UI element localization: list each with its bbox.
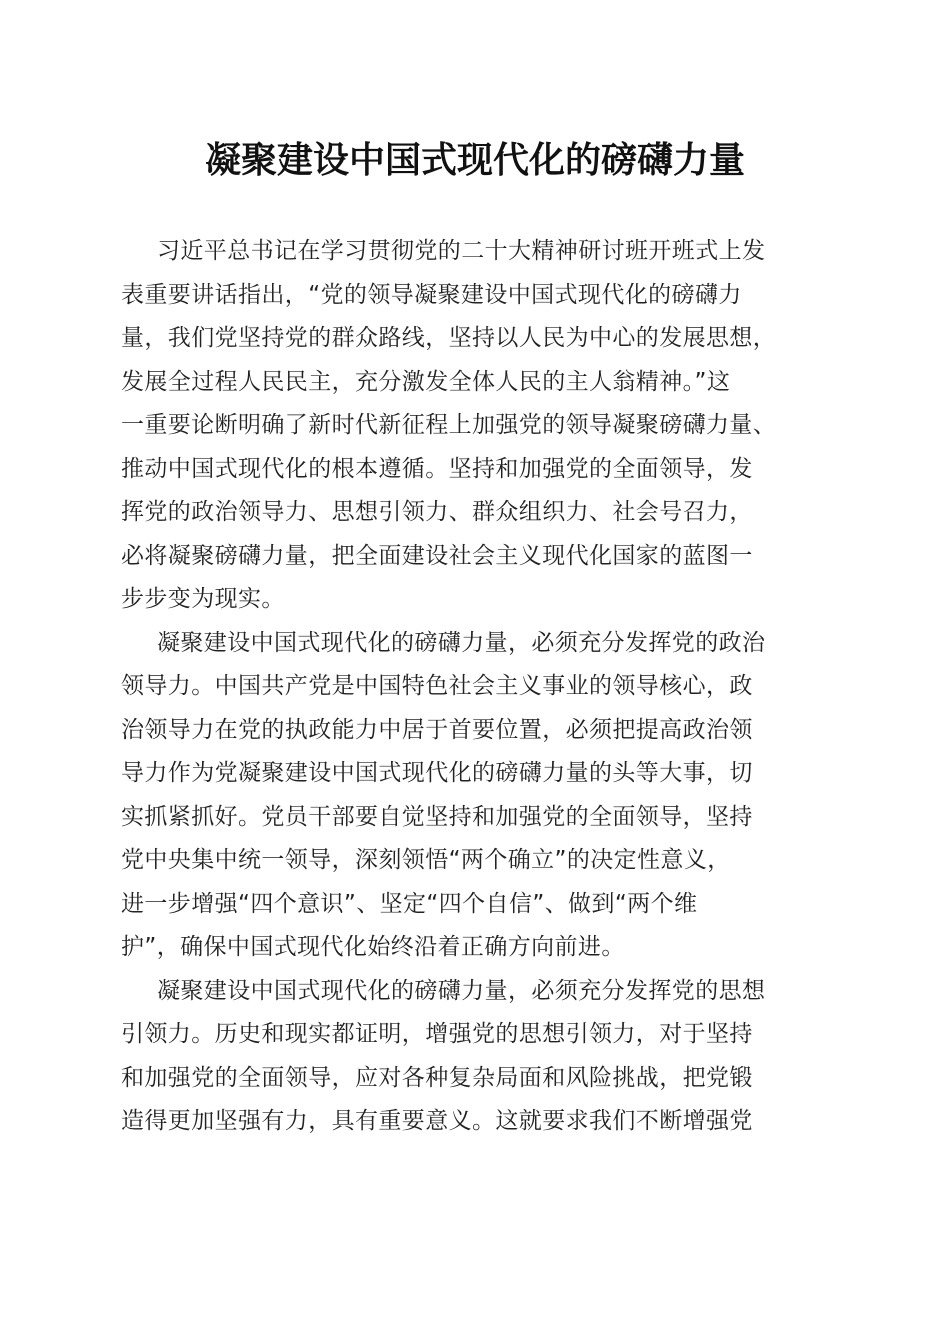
text-line: 导力作为党凝聚建设中国式现代化的磅礴力量的头等大事，切 (121, 760, 753, 786)
text-line: 必将凝聚磅礴力量，把全面建设社会主义现代化国家的蓝图一 (121, 542, 753, 569)
text-line: 实抓紧抓好。党员干部要自觉坚持和加强党的全面领导，坚持 (121, 803, 753, 830)
text-line: 步步变为现实。 (121, 586, 285, 612)
text-line: 习近平总书记在学习贯彻党的二十大精神研讨班开班式上发 (157, 238, 766, 264)
document-title: 凝聚建设中国式现代化的磅礴力量 (204, 139, 745, 181)
paragraph-1 (121, 230, 821, 622)
text-line: 表重要讲话指出，“党的领导凝聚建设中国式现代化的磅礴力 (121, 281, 742, 308)
paragraph-3 (121, 970, 821, 1144)
text-line: 凝聚建设中国式现代化的磅礴力量，必须充分发挥党的思想 (157, 977, 766, 1004)
text-line: 发展全过程人民民主，充分激发全体人民的主人翁精神。”这 (121, 368, 731, 395)
text-line: 领导力。中国共产党是中国特色社会主义事业的领导核心，政 (121, 673, 753, 699)
text-line: 挥党的政治领导力、思想引领力、群众组织力、社会号召力， (121, 499, 753, 525)
text-line: 治领导力在党的执政能力中居于首要位置，必须把提高政治领 (121, 716, 753, 743)
text-line: 量，我们党坚持党的群众路线，坚持以人民为中心的发展思想， (121, 325, 777, 351)
text-line: 和加强党的全面领导，应对各种复杂局面和风险挑战，把党锻 (121, 1064, 753, 1091)
document-body (121, 230, 821, 1144)
text-line: 党中央集中统一领导，深刻领悟“两个确立”的决定性意义， (121, 847, 731, 873)
text-line: 凝聚建设中国式现代化的磅礴力量，必须充分发挥党的政治 (157, 629, 766, 656)
text-line: 一重要论断明确了新时代新征程上加强党的领导凝聚磅礴力量、 (121, 412, 777, 438)
paragraph-2 (121, 622, 821, 970)
text-line: 造得更加坚强有力，具有重要意义。这就要求我们不断增强党 (121, 1108, 753, 1134)
text-line: 引领力。历史和现实都证明，增强党的思想引领力，对于坚持 (121, 1021, 753, 1047)
text-line: 进一步增强“四个意识”、坚定“四个自信”、做到“两个维 (121, 890, 698, 917)
text-line: 护”，确保中国式现代化始终沿着正确方向前进。 (121, 934, 625, 960)
text-line: 推动中国式现代化的根本遵循。坚持和加强党的全面领导，发 (121, 455, 753, 482)
